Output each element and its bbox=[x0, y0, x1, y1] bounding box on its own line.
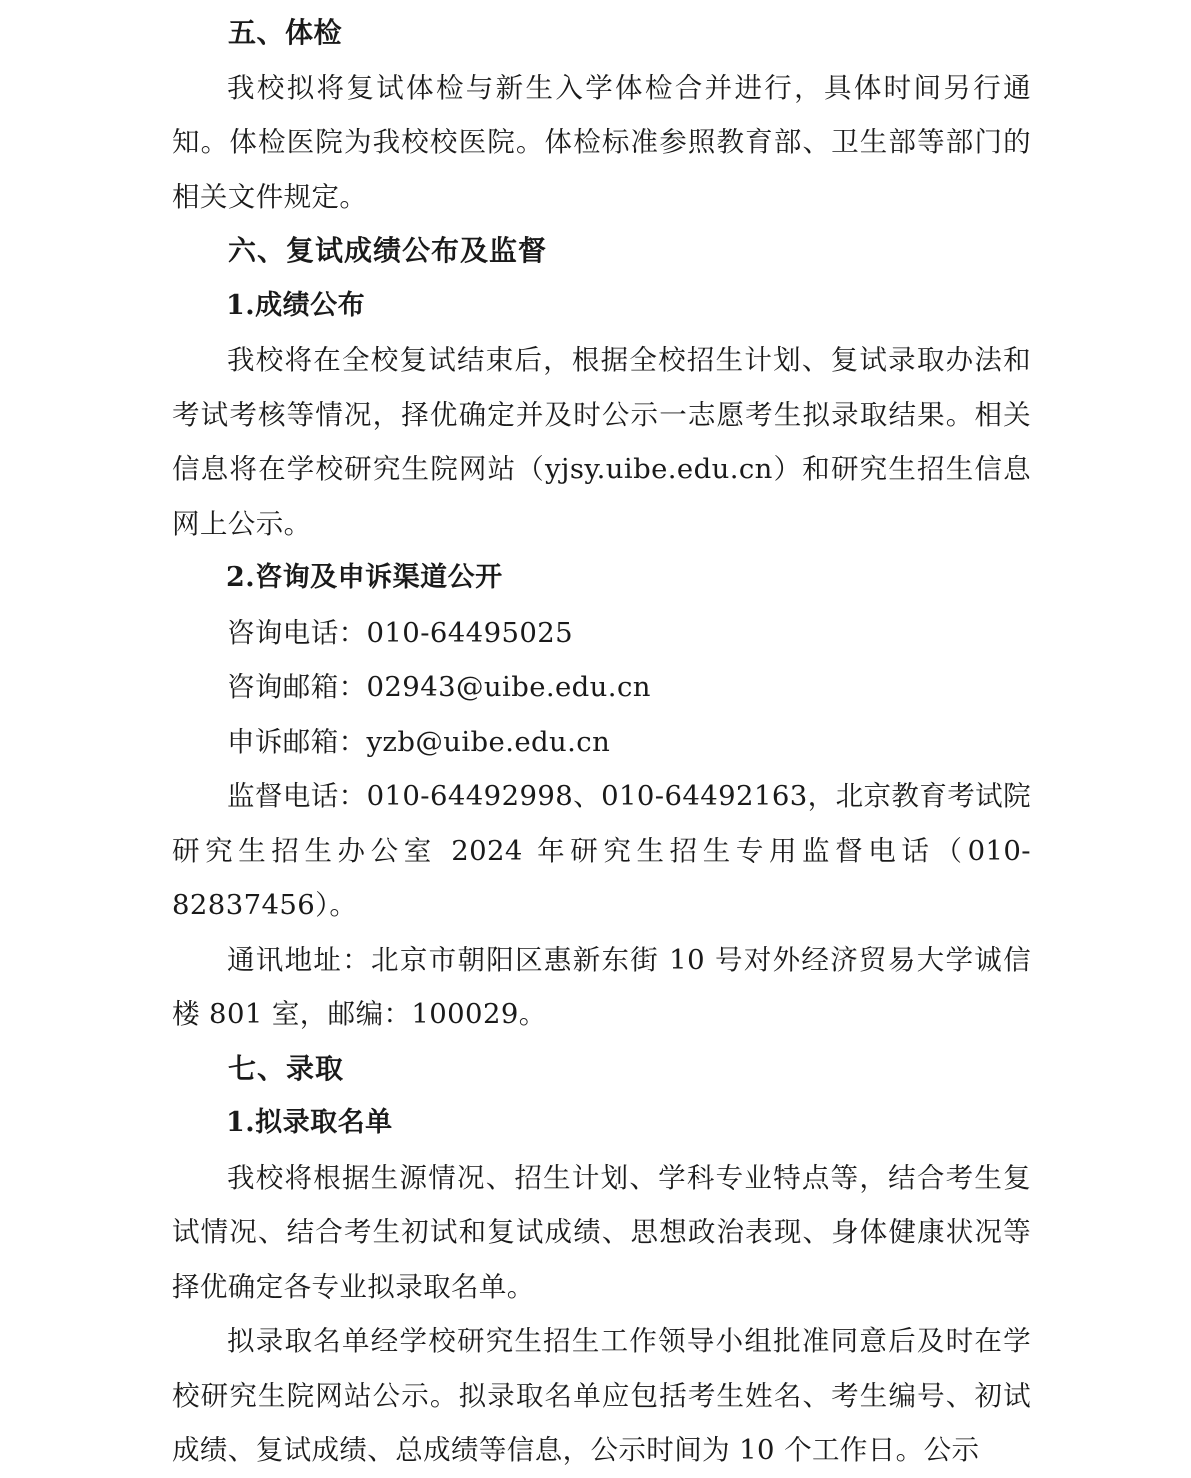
contact-consultation-phone: 咨询电话：010-64495025 bbox=[227, 616, 574, 649]
section-heading-results-publication: 六、复试成绩公布及监督 bbox=[228, 234, 548, 267]
paragraph-admission-criteria: 我校将根据生源情况、招生计划、学科专业特点等，结合考生复试情况、结合考生初试和复试成绩、思想政治表现、身体健康状况等择优确定各专业拟录取名单。 bbox=[172, 1161, 1031, 1303]
paragraph-supervision-phone: 监督电话：010-64492998、010-64492163，北京教育考试院研究生招生办公室 2024 年研究生招生专用监督电话（010-82837456）。 bbox=[172, 780, 1031, 921]
contact-appeal-email: 申诉邮箱：yzb@uibe.edu.cn bbox=[227, 725, 611, 758]
document-body bbox=[172, 6, 1031, 1478]
subheading-results-announcement: 1.成绩公布 bbox=[226, 289, 366, 321]
paragraph-admission-publicity: 拟录取名单经学校研究生招生工作领导小组批准同意后及时在学校研究生院网站公示。拟录取名单应包括考生姓名、考生编号、初试成绩、复试成绩、总成绩等信息，公示时间为 10 个工作日。公示 bbox=[172, 1325, 1031, 1466]
paragraph-physical-exam: 我校拟将复试体检与新生入学体检合并进行，具体时间另行通知。体检医院为我校校医院。体检标准参照教育部、卫生部等部门的相关文件规定。 bbox=[172, 71, 1031, 213]
subheading-consultation-appeal: 2.咨询及申诉渠道公开 bbox=[226, 562, 503, 593]
paragraph-mailing-address: 通讯地址：北京市朝阳区惠新东街 10 号对外经济贸易大学诚信楼 801 室，邮编：100029。 bbox=[172, 943, 1031, 1030]
section-heading-physical-exam: 五、体检 bbox=[228, 16, 343, 49]
section-heading-admission: 七、录取 bbox=[228, 1051, 345, 1085]
paragraph-results-announcement: 我校将在全校复试结束后，根据全校招生计划、复试录取办法和考试考核等情况，择优确定并及时公示一志愿考生拟录取结果。相关信息将在学校研究生院网站（yjsy.uibe.edu.cn）和研究生招生信息网上公示。 bbox=[172, 344, 1031, 540]
subheading-proposed-admission-list: 1.拟录取名单 bbox=[226, 1107, 393, 1138]
contact-consultation-email: 咨询邮箱：02943@uibe.edu.cn bbox=[227, 671, 651, 703]
